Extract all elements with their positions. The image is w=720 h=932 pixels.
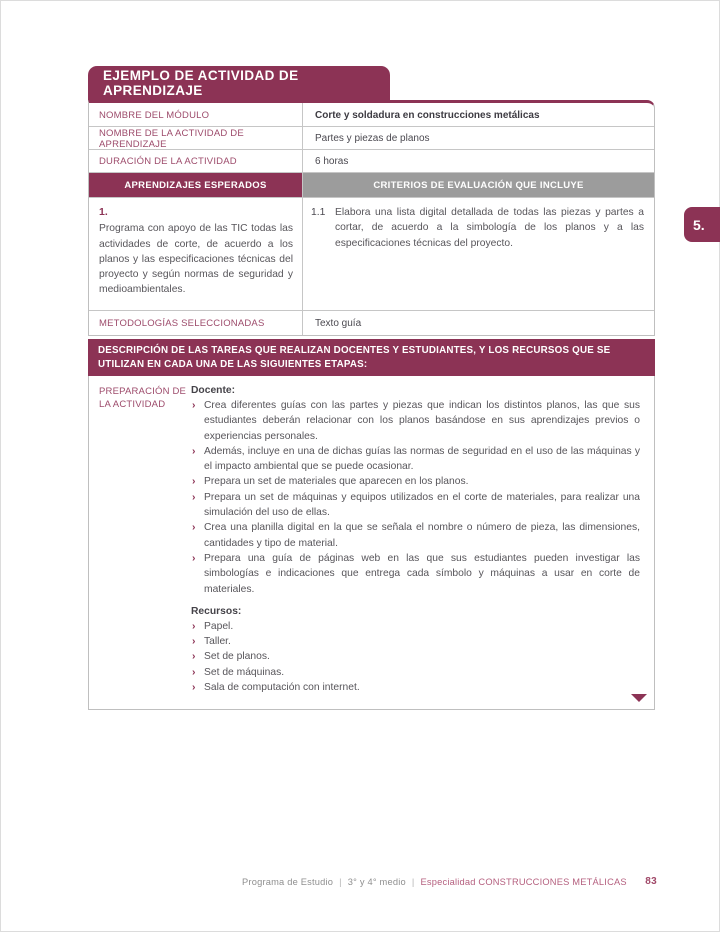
continuation-arrow-icon xyxy=(631,694,647,702)
recursos-list xyxy=(191,619,640,695)
list-item: › Taller. xyxy=(191,634,640,649)
footer-grade: 3° y 4° medio xyxy=(347,877,406,887)
chapter-side-tab xyxy=(684,207,720,242)
recursos-heading: Recursos: xyxy=(191,605,242,617)
list-item: › Prepara un set de materiales que aparecen en los planos. xyxy=(191,474,640,489)
module-value: Corte y soldadura en construcciones metálicas xyxy=(315,109,540,121)
table-row-module xyxy=(89,103,654,127)
page-footer xyxy=(242,877,627,887)
learning-number: 1. xyxy=(99,206,108,218)
activity-title-tab xyxy=(88,66,390,100)
list-item: › Set de máquinas. xyxy=(191,665,640,680)
chapter-number: 5. xyxy=(693,216,705,233)
activity-name-value: Partes y piezas de planos xyxy=(315,133,430,144)
preparation-section xyxy=(88,376,655,710)
table-row-duration xyxy=(89,150,654,173)
list-item: › Además, incluye en una de dichas guías las normas de seguridad en el uso de las máquinas y el impacto ambiental que se puede ocasionar. xyxy=(191,444,640,475)
methodology-value: Texto guía xyxy=(315,318,362,329)
duration-label: DURACIÓN DE LA ACTIVIDAD xyxy=(89,150,303,172)
activity-name-label: NOMBRE DE LA ACTIVIDAD DE APRENDIZAJE xyxy=(89,127,303,149)
module-label: NOMBRE DEL MÓDULO xyxy=(89,103,303,126)
table-row-headers xyxy=(89,173,654,198)
activity-info-table xyxy=(88,100,655,336)
table-row-learning-criteria xyxy=(89,198,654,311)
table-row-activity-name xyxy=(89,127,654,150)
expected-learning-cell xyxy=(89,198,303,310)
evaluation-criteria-cell xyxy=(303,198,654,310)
criteria-text: Elabora una lista digital detallada de todas las piezas y partes a cortar, de acuerdo a la simbología de los planos y a las especificaciones técnicas del proyecto. xyxy=(335,207,644,249)
page-title: EJEMPLO DE ACTIVIDAD DE APRENDIZAJE xyxy=(103,68,299,98)
methodology-label: METODOLOGÍAS SELECCIONADAS xyxy=(89,311,303,335)
footer-separator: | xyxy=(411,877,415,887)
list-item: › Crea una planilla digital en la que se señala el nombre o número de pieza, las dimensiones, cantidades y tipo de material. xyxy=(191,520,640,551)
page-number: 83 xyxy=(645,876,657,887)
expected-learning-header: APRENDIZAJES ESPERADOS xyxy=(89,173,303,197)
footer-specialty: Especialidad CONSTRUCCIONES METÁLICAS xyxy=(420,877,627,887)
tasks-description-band: DESCRIPCIÓN DE LAS TAREAS QUE REALIZAN DOCENTES Y ESTUDIANTES, Y LOS RECURSOS QUE SE UTILIZAN EN CADA UNA DE LAS SIGUIENTES ETAPAS: xyxy=(88,339,655,376)
preparation-content xyxy=(191,376,654,709)
evaluation-criteria-header: CRITERIOS DE EVALUACIÓN QUE INCLUYE xyxy=(303,173,654,197)
footer-separator: | xyxy=(339,877,342,887)
duration-value: 6 horas xyxy=(315,156,349,167)
learning-text: Programa con apoyo de las TIC todas las actividades de corte, de acuerdo a los planos y las especificaciones técnicas del proyecto y según normas de seguridad y medioambientales. xyxy=(99,223,293,296)
preparation-label: PREPARACIÓN DE LA ACTIVIDAD xyxy=(99,386,187,410)
list-item: › Set de planos. xyxy=(191,649,640,664)
footer-program: Programa de Estudio xyxy=(242,877,334,887)
list-item: › Prepara una guía de páginas web en las que sus estudiantes pueden investigar las simbologías e indicaciones que entrega cada símbolo y máquinas a usar en corte de materiales. xyxy=(191,551,640,597)
docente-heading: Docente: xyxy=(191,385,236,396)
docente-task-list xyxy=(191,398,640,597)
list-item: › Crea diferentes guías con las partes y piezas que indican los distintos planos, las que sus estudiantes deberán relacionar con los planos basándose en sus aprendizajes previos o experiencias personales. xyxy=(191,398,640,444)
list-item: › Papel. xyxy=(191,619,640,634)
list-item: › Prepara un set de máquinas y equipos utilizados en el corte de materiales, para realizar una simulación del uso de ellas. xyxy=(191,490,640,521)
table-row-methodology xyxy=(89,311,654,335)
list-item: › Sala de computación con internet. xyxy=(191,680,640,695)
criteria-number: 1.1 xyxy=(311,207,326,218)
